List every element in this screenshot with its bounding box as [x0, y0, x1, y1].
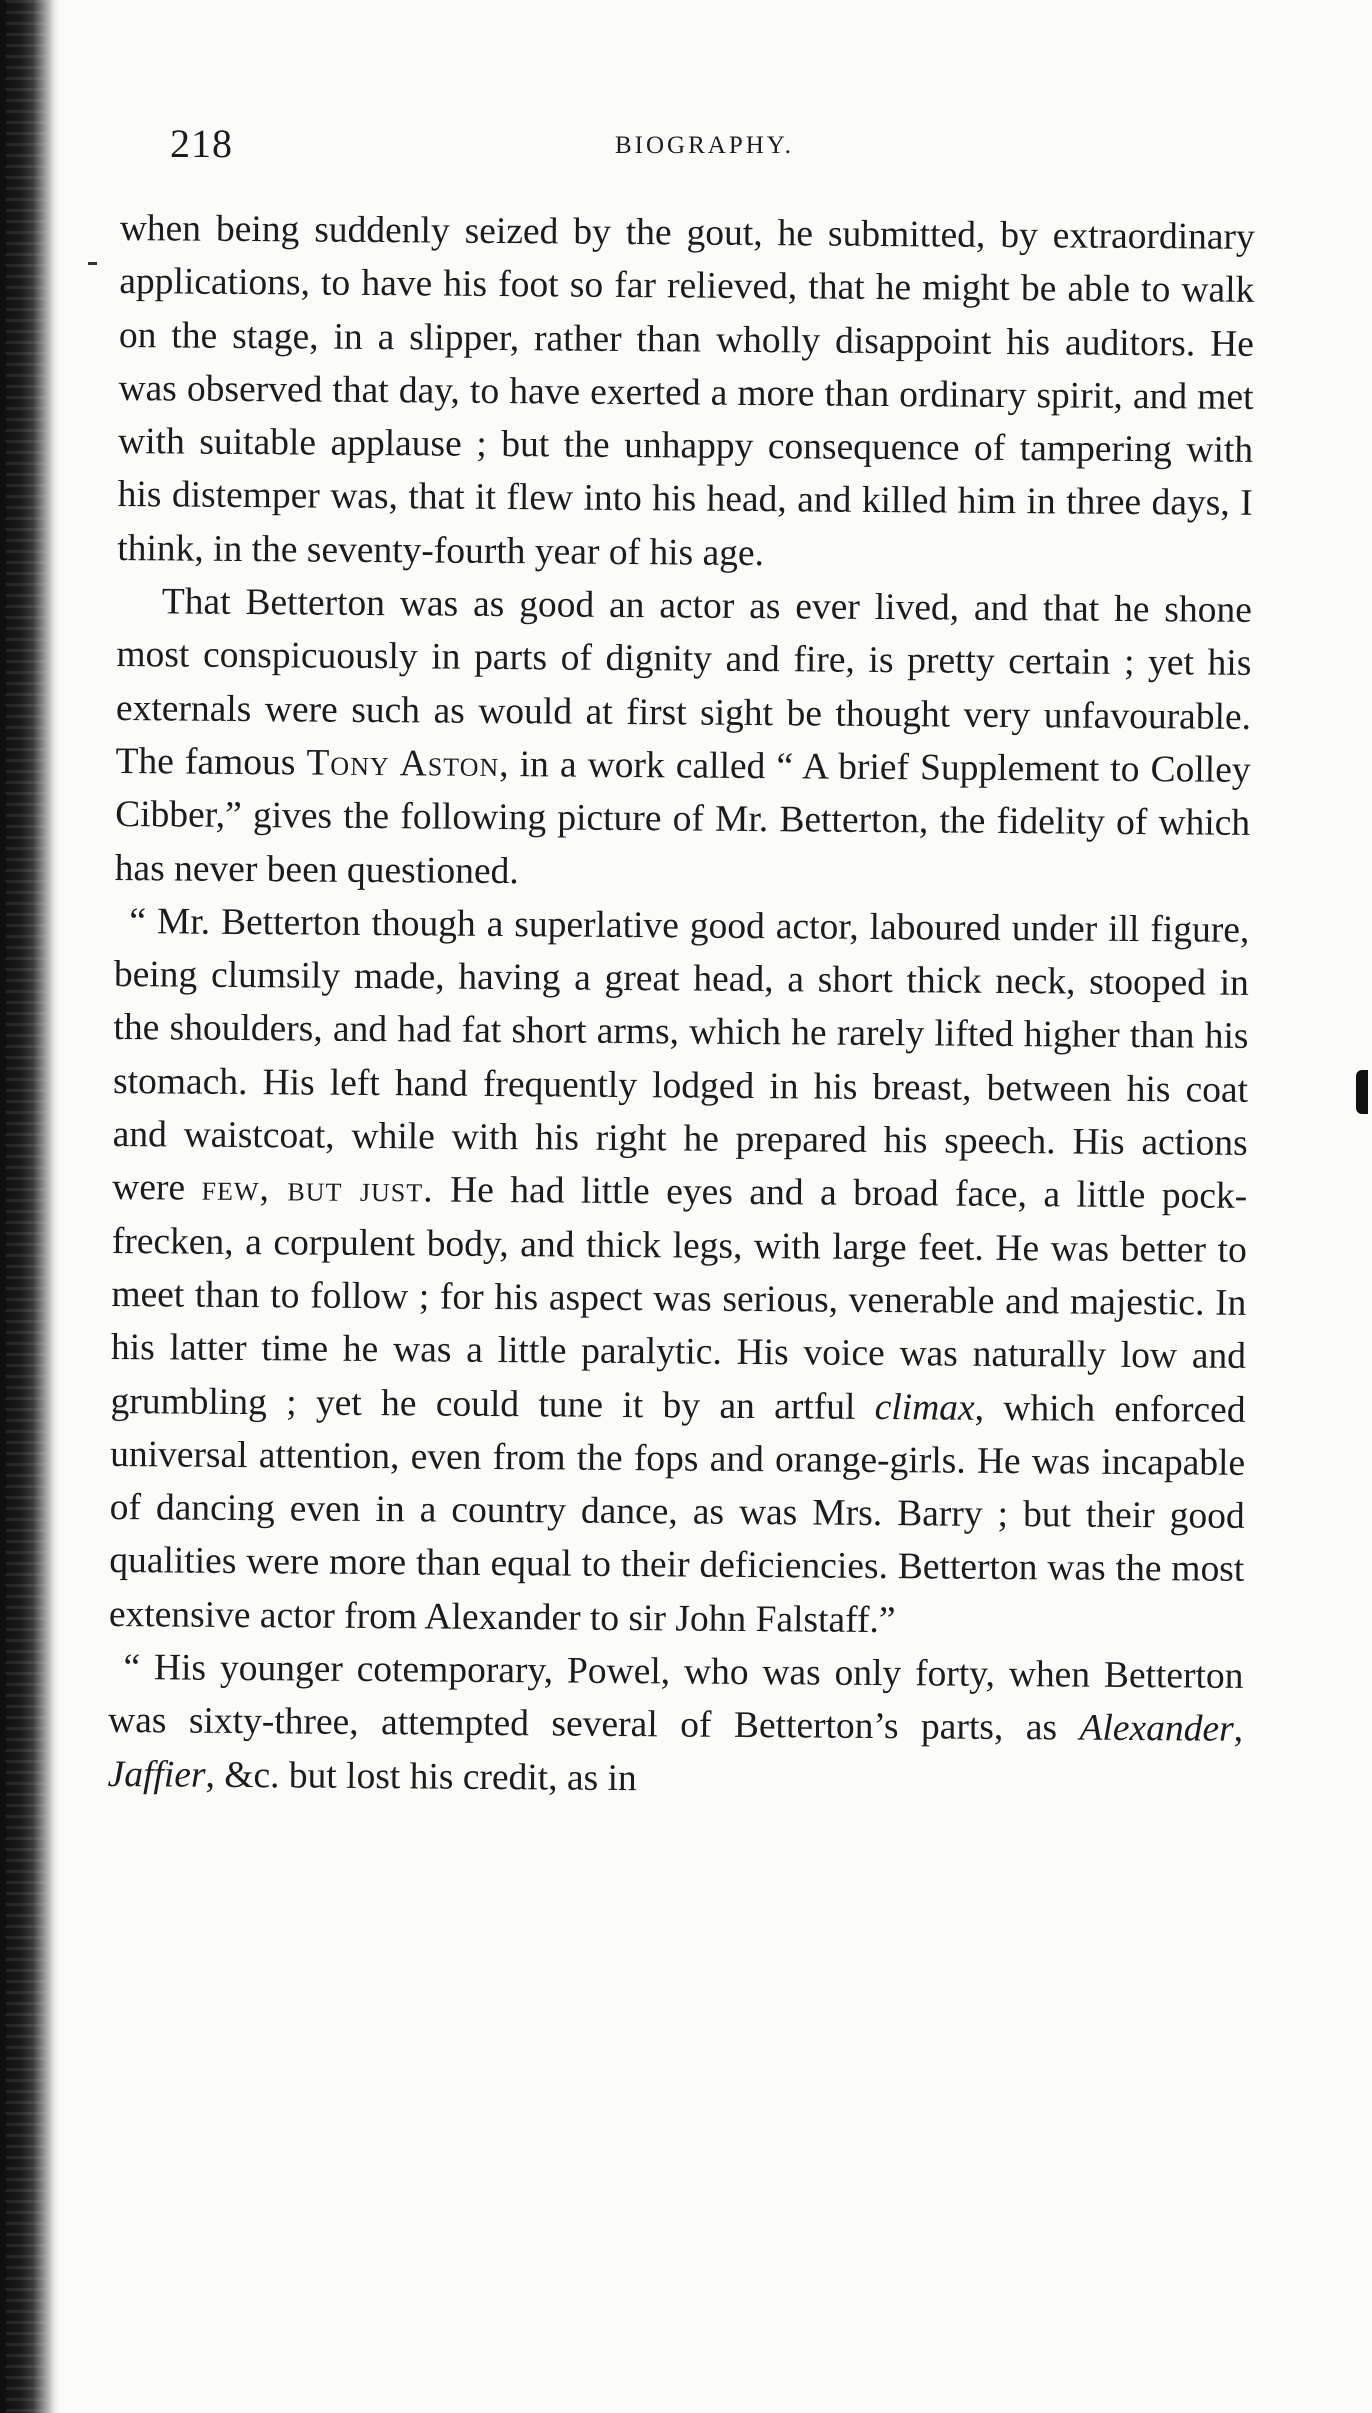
paragraph-1 [117, 202, 1255, 584]
page-header [170, 120, 1250, 180]
page-edge-mark [1356, 1070, 1368, 1114]
paragraph-4-separator: , [1233, 1709, 1244, 1751]
name-tony-aston: Tony Aston [306, 742, 500, 785]
binding-texture [6, 0, 46, 2413]
paragraph-1-text: when being suddenly seized by the gout, he submitted, by extraordinary applications, to have his foot so far relieved, that he might be able to walk on the stage, in a slipper, rather than wholly disappoint his auditors. He was observed that day, to have exerted a more than ordinary spirit, and met with suitable applause ; but the unhappy consequence of tampering with his distemper was, that it flew into his head, and killed him in three days, I think, in the seventy-fourth year of his age. [117, 207, 1255, 574]
running-head: BIOGRAPHY. [615, 132, 794, 159]
body-text [107, 202, 1255, 1810]
paragraph-4-quote [107, 1641, 1243, 1810]
paragraph-2-text-b: , in a work called “ A brief Supplement to Colley Cibber,” gives the following picture of Mr. Betterton, the fidelity of which has never been questioned. [114, 743, 1251, 892]
paragraph-3-text-b: He had little eyes and a broad face, a little pock-frecken, a corpulent body, and thick legs, with large feet. He was better to meet than to follow ; for his aspect was serious, venerable and majestic. In his latter time he was a little paralytic. His voice was naturally low and grumbling ; yet he could tune it by an artful [110, 1169, 1248, 1428]
paragraph-4-text-a: “ His younger cotemporary, Powel, who was only forty, when Betterton was sixty-three, attempted several of Betterton’s parts, as [107, 1647, 1244, 1749]
page-number: 218 [170, 121, 233, 166]
ink-speck [88, 262, 97, 265]
paragraph-2 [115, 575, 1252, 904]
paragraph-3-text-c: , which enforced universal attention, even from the fops and orange-girls. He was incapable of dancing even in a country dance, as was Mrs. Barry ; but their good qualities were more than equal to their deficiencies. Betterton was the most extensive actor from Alexander to sir John Falstaff.” [108, 1387, 1246, 1641]
paragraph-3-text-a: “ Mr. Betterton though a superlative good actor, laboured under ill figure, being clumsily made, having a great head, a short thick neck, stooped in the shoulders, and had fat short arms, which he rarely lifted higher than his stomach. His left hand frequently lodged in his breast, between his coat and waistcoat, while with his right he prepared his speech. His actions were [112, 900, 1250, 1210]
paragraph-3-quote [109, 895, 1250, 1650]
emphasis-few-but-just: few, but just. [201, 1168, 434, 1211]
italic-jaffier: Jaffier [107, 1753, 206, 1796]
italic-climax: climax [874, 1386, 975, 1429]
paragraph-2-text-a: That Betterton was as good an actor as ever lived, and that he shone most conspicuously in parts of dignity and fire, is pretty certain ; yet his externals were such as would at first sight be thought very unfavourable. The famous [115, 581, 1252, 784]
italic-alexander: Alexander [1079, 1707, 1234, 1751]
paragraph-4-text-b: , &c. but lost his credit, as in [205, 1754, 637, 1799]
